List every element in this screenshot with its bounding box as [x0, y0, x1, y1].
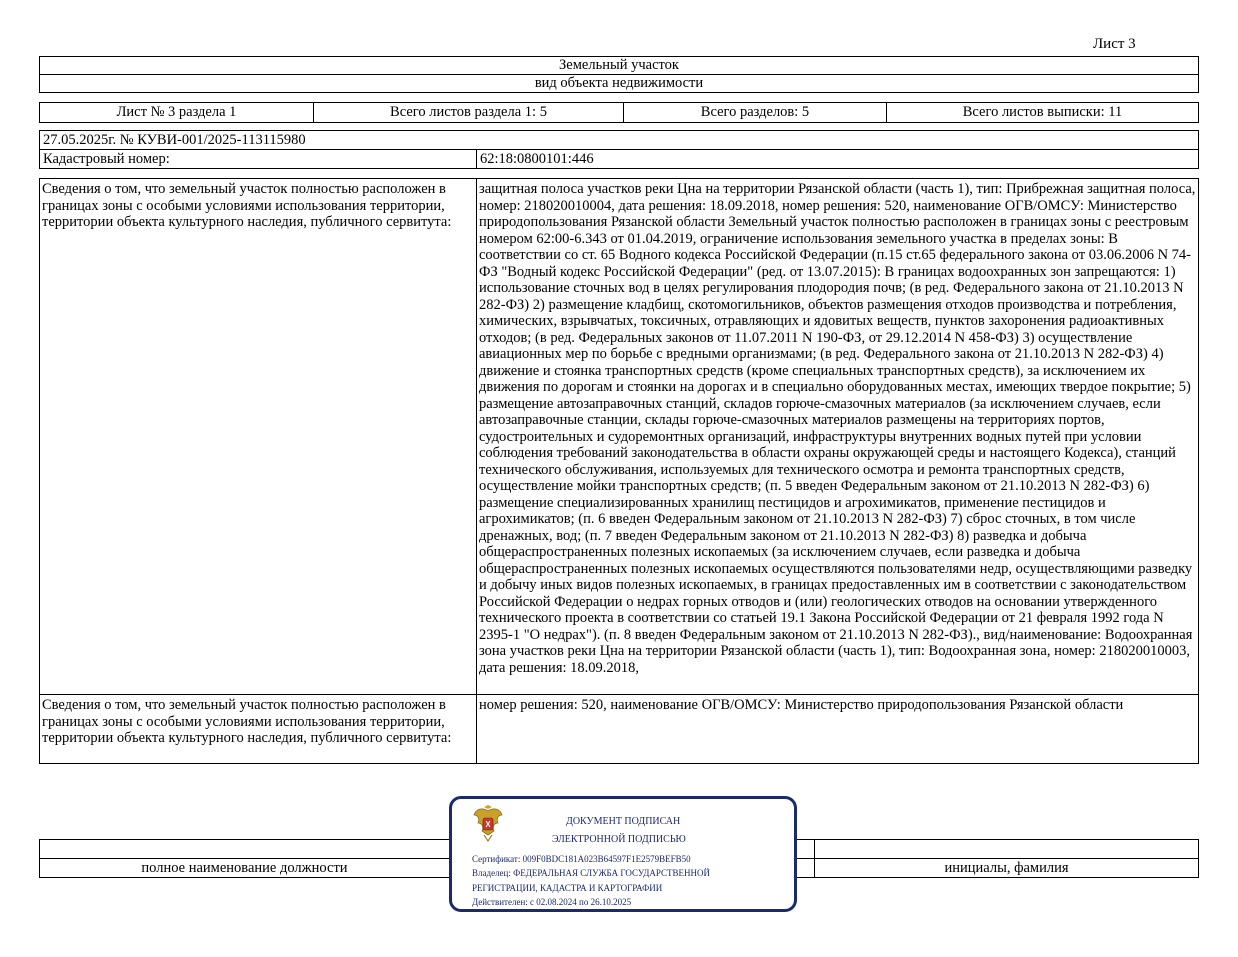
registration-date-number: 27.05.2025г. № КУВИ-001/2025-113115980	[40, 131, 1199, 150]
electronic-signature-stamp	[449, 796, 797, 912]
object-name: Земельный участок	[40, 57, 1199, 75]
zone-label-cell: Сведения о том, что земельный участок полностью расположен в границах зоны с особыми условиями использования территории, территории объекта культурного наследия, публичного сервитута:	[40, 695, 477, 764]
stamp-validity: Действителен: с 02.08.2024 по 26.10.2025	[472, 897, 632, 907]
stamp-certificate: Сертификат: 009F0BDC181A023B64597F1E2579BEFB50	[472, 854, 691, 864]
object-header-table	[39, 56, 1199, 93]
sheet-number: Лист 3	[1093, 36, 1136, 52]
position-caption: полное наименование должности	[40, 859, 450, 878]
stamp-owner1: Владелец: ФЕДЕРАЛЬНАЯ СЛУЖБА ГОСУДАРСТВЕННОЙ	[472, 868, 711, 878]
stamp-line1: ДОКУМЕНТ ПОДПИСАН	[566, 816, 681, 827]
total-sections-cell: Всего разделов: 5	[624, 103, 887, 123]
zone-label-cell: Сведения о том, что земельный участок полностью расположен в границах зоны с особыми условиями использования территории, территории объекта культурного наследия, публичного сервитута:	[40, 179, 477, 695]
position-blank	[40, 840, 450, 859]
sheets-info-table	[39, 102, 1199, 123]
object-type-caption: вид объекта недвижимости	[40, 75, 1199, 93]
registration-table	[39, 130, 1199, 169]
sheet-no-cell: Лист № 3 раздела 1	[40, 103, 314, 123]
zone-info-table	[39, 178, 1199, 764]
total-sheets-section-cell: Всего листов раздела 1: 5	[314, 103, 624, 123]
cadastral-label: Кадастровый номер:	[40, 150, 477, 169]
russian-coat-of-arms-icon	[470, 805, 506, 845]
zone-value-cell: защитная полоса участков реки Цна на территории Рязанской области (часть 1), тип: Прибрежная защитная полоса, номер: 218020010004, дата решения: 18.09.2018, номер решения: 520, наименование ОГВ/ОМСУ: Министерство природопользования Рязанской области Земельный участок полностью расположен в границах зоны с реестровым номером 62:00-6.343 от 01.04.2019, ограничение использования земельного участка в пределах зоны: В соответствии со ст. 65 Водного кодекса Российской Федерации (п.15 ст.65 федерального закона от 03.06.2006 N 74-ФЗ "Водный кодекс Российской Федерации" (ред. от 13.07.2015): В границах водоохранных зон запрещаются: 1) использование сточных вод в целях регулирования плодородия почв; (в ред. Федерального закона от 21.10.2013 N 282-ФЗ) 2) размещение кладбищ, скотомогильников, объектов размещения отходов производства и потребления, химических, взрывчатых, токсичных, отравляющих и ядовитых веществ, пунктов захоронения радиоактивных отходов; (в ред. Федеральных законов от 11.07.2011 N 190-ФЗ, от 29.12.2014 N 458-ФЗ) 3) осуществление авиационных мер по борьбе с вредными организмами; (в ред. Федерального закона от 21.10.2013 N 282-ФЗ) 4) движение и стоянка транспортных средств (кроме специальных транспортных средств), за исключением их движения по дорогам и стоянки на дорогах и в специально оборудованных местах, имеющих твердое покрытие; 5) размещение автозаправочных станций, складов горюче-смазочных материалов (за исключением случаев, если автозаправочные станции, склады горюче-смазочных материалов размещены на территориях портов, судостроительных и судоремонтных организаций, инфраструктуры внутренних водных путей при условии соблюдения требований законодательства в области охраны окружающей среды и настоящего Кодекса), станций технического обслуживания, используемых для технического осмотра и ремонта транспортных средств, осуществление мойки транспортных средств; (п. 5 введен Федеральным законом от 21.10.2013 N 282-ФЗ) 6) размещение специализированных хранилищ пестицидов и агрохимикатов, применение пестицидов и агрохимикатов; (п. 6 введен Федеральным законом от 21.10.2013 N 282-ФЗ) 7) сброс сточных, в том числе дренажных, вод; (п. 7 введен Федеральным законом от 21.10.2013 N 282-ФЗ) 8) разведка и добыча общераспространенных полезных ископаемых (за исключением случаев, если разведка и добыча общераспространенных полезных ископаемых осуществляются пользователями недр, осуществляющими разведку и добычу иных видов полезных ископаемых, в границах предоставленных им в соответствии с законодательством Российской Федерации о недрах горных отводов и (или) геологических отводов на основании утвержденного технического проекта в соответствии со статьей 19.1 Закона Российской Федерации от 21 февраля 1992 года N 2395-1 "О недрах"). (п. 8 введен Федеральным законом от 21.10.2013 N 282-ФЗ)., вид/наименование: Водоохранная зона участков реки Цна на территории Рязанской области (часть 1), тип: Водоохранная зона, номер: 218020010003, дата решения: 18.09.2018,	[477, 179, 1199, 695]
table-row	[40, 695, 1199, 764]
initials-caption: инициалы, фамилия	[815, 859, 1199, 878]
initials-blank	[815, 840, 1199, 859]
cadastral-value: 62:18:0800101:446	[477, 150, 1199, 169]
stamp-line2: ЭЛЕКТРОННОЙ ПОДПИСЬЮ	[552, 834, 686, 845]
stamp-owner2: РЕГИСТРАЦИИ, КАДАСТРА И КАРТОГРАФИИ	[472, 883, 663, 893]
total-sheets-extract-cell: Всего листов выписки: 11	[887, 103, 1199, 123]
zone-value-cell: номер решения: 520, наименование ОГВ/ОМСУ: Министерство природопользования Рязанской области	[477, 695, 1199, 764]
table-row	[40, 179, 1199, 695]
